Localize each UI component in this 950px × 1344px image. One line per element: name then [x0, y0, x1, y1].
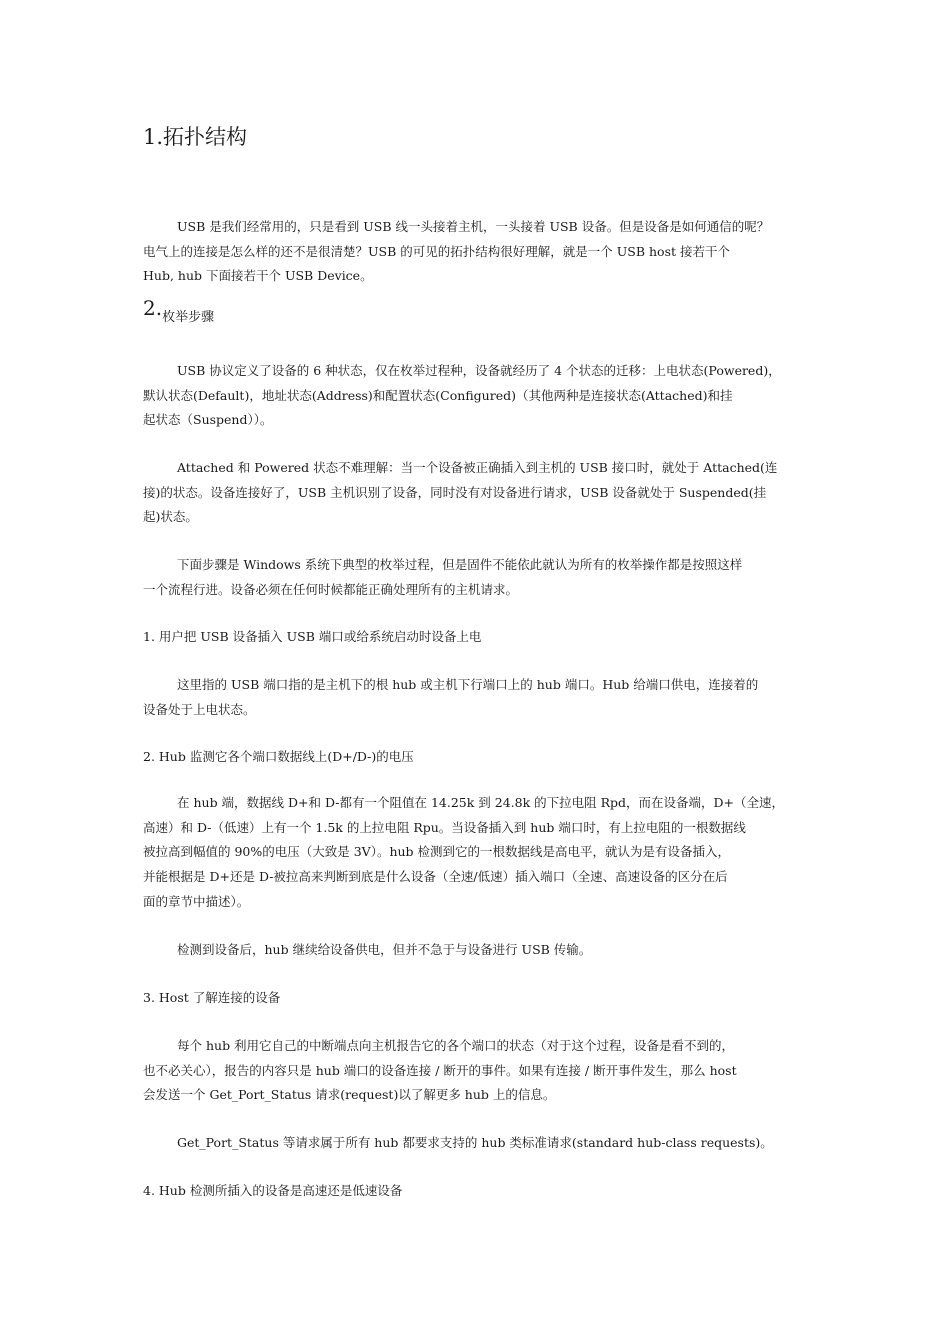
text-line: 会发送一个 Get_Port_Status 请求(request)以了解更多 hub 上的信息。 — [143, 1087, 556, 1103]
step-2-heading — [143, 745, 808, 770]
step-1-paragraph — [143, 673, 808, 722]
text-line: 接)的状态。设备连接好了，USB 主机识别了设备，同时没有对设备进行请求，USB 设备就处于 Suspended(挂 — [143, 484, 767, 500]
text-line: Hub, hub 下面接若干个 USB Device。 — [143, 268, 373, 284]
text-line: 4. Hub 检测所插入的设备是高速还是低速设备 — [143, 1183, 403, 1198]
text-line: 3. Host 了解连接的设备 — [143, 990, 281, 1005]
attached-powered-paragraph — [143, 456, 808, 530]
text-line: USB 协议定义了设备的 6 种状态，仅在枚举过程种，设备就经历了 4 个状态的迁移：上电状态(Powered)， — [177, 363, 781, 378]
section-1-heading: 1.拓扑结构 — [143, 125, 248, 149]
text-line: 一个流程行进。设备必须在任何时候都能正确处理所有的主机请求。 — [143, 581, 519, 597]
text-line: 设备处于上电状态。 — [143, 701, 256, 717]
step-4-heading — [143, 1179, 808, 1204]
text-line: 下面步骤是 Windows 系统下典型的枚举过程，但是固件不能依此就认为所有的枚举操作都是按照这样 — [177, 557, 743, 572]
section-2-number: 2. — [143, 296, 163, 320]
step-2-detection-paragraph — [143, 938, 808, 963]
text-line: 检测到设备后，hub 继续给设备供电，但并不急于与设备进行 USB 传输。 — [177, 942, 592, 957]
text-line: 每个 hub 利用它自己的中断端点向主机报告它的各个端口的状态（对于这个过程，设备是看不到的， — [177, 1038, 735, 1053]
step-3-requests-paragraph — [143, 1131, 808, 1156]
text-line: 被拉高到幅值的 90%的电压（大致是 3V）。hub 检测到它的一根数据线是高电平，就认为是有设备插入， — [143, 844, 731, 860]
text-line: 这里指的 USB 端口指的是主机下的根 hub 或主机下行端口上的 hub 端口。Hub 给端口供电，连接着的 — [177, 677, 759, 692]
step-2-paragraph — [143, 791, 808, 915]
section-2-heading — [143, 294, 214, 326]
enumeration-intro-paragraph — [143, 553, 808, 602]
section-1-paragraph — [143, 215, 808, 289]
section-2-title: 枚举步骤 — [162, 310, 215, 325]
text-line: 起状态（Suspend））。 — [143, 412, 273, 428]
text-line: USB 是我们经常用的，只是看到 USB 线一头接着主机，一头接着 USB 设备。但是设备是如何通信的呢？ — [177, 219, 770, 234]
step-1-heading — [143, 625, 808, 650]
text-line: 电气上的连接是怎么样的还不是很清楚？USB 的可见的拓扑结构很好理解，就是一个 USB host 接若干个 — [143, 243, 730, 259]
text-line: 也不必关心），报告的内容只是 hub 端口的设备连接 / 断开的事件。如果有连接 / 断开事件发生，那么 host — [143, 1062, 737, 1078]
text-line: 2. Hub 监测它各个端口数据线上(D+/D-)的电压 — [143, 749, 414, 764]
text-line: 1. 用户把 USB 设备插入 USB 端口或给系统启动时设备上电 — [143, 629, 482, 644]
states-paragraph — [143, 359, 808, 433]
text-line: 并能根据是 D+还是 D-被拉高来判断到底是什么设备（全速/低速）插入端口（全速、高速设备的区分在后 — [143, 869, 728, 885]
text-line: 起)状态。 — [143, 509, 198, 525]
text-line: 在 hub 端，数据线 D+和 D-都有一个阻值在 14.25k 到 24.8k 的下拉电阻 Rpd，而在设备端，D+（全速， — [177, 795, 785, 810]
text-line: Get_Port_Status 等请求属于所有 hub 都要求支持的 hub 类标准请求(standard hub-class requests)。 — [177, 1135, 773, 1150]
text-line: Attached 和 Powered 状态不难理解：当一个设备被正确插入到主机的 USB 接口时，就处于 Attached(连 — [177, 460, 778, 475]
text-line: 面的章节中描述）。 — [143, 893, 250, 909]
step-3-heading — [143, 986, 808, 1011]
text-line: 高速）和 D-（低速）上有一个 1.5k 的上拉电阻 Rpu。当设备插入到 hub 端口时，有上拉电阻的一根数据线 — [143, 819, 746, 835]
step-3-paragraph — [143, 1034, 808, 1108]
text-line: 默认状态(Default)，地址状态(Address)和配置状态(Configured)（其他两种是连接状态(Attached)和挂 — [143, 387, 733, 403]
